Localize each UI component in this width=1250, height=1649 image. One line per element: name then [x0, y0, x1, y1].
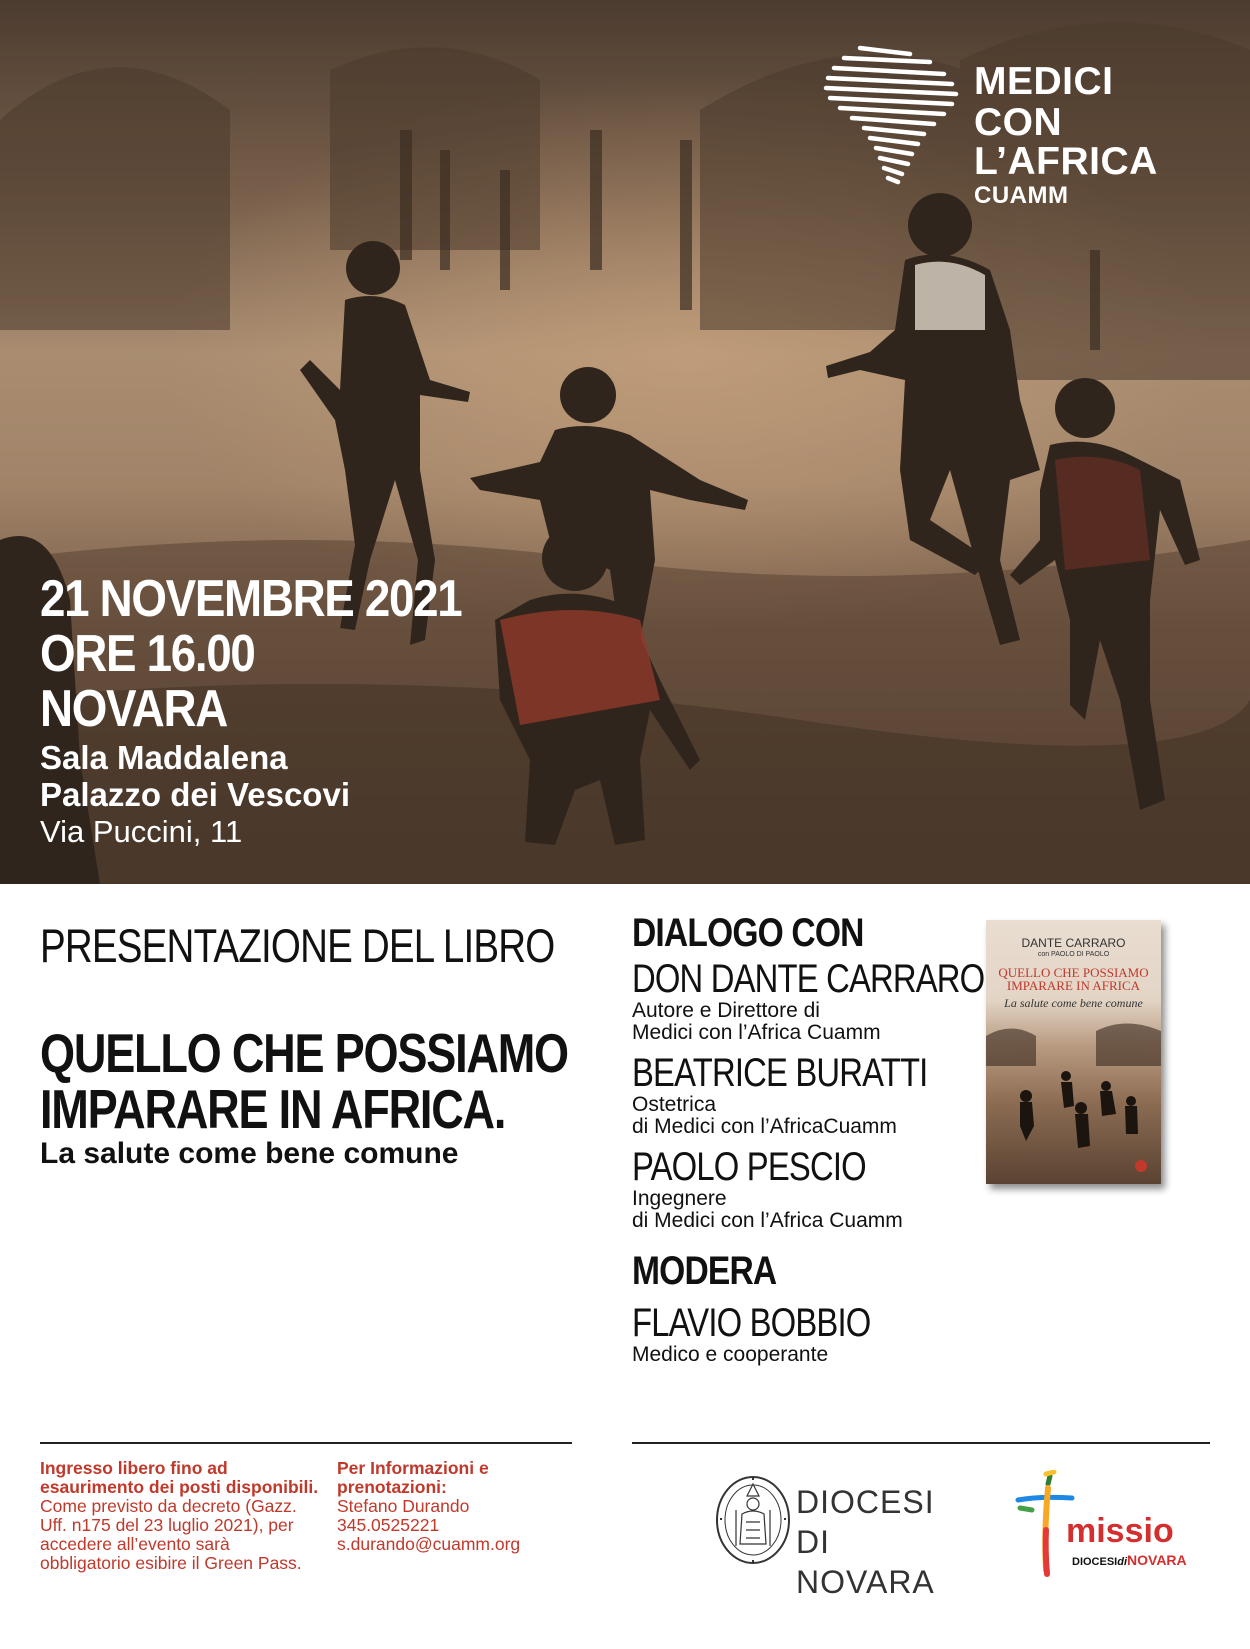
diocesi-novara-word: DI NOVARA [796, 1524, 935, 1600]
event-address: Via Puccini, 11 [40, 814, 243, 849]
footer-rule-left [40, 1442, 572, 1444]
speaker-name: DON DANTE CARRARO [632, 957, 985, 1001]
entry-note-text: Come previsto da decreto (Gazz. Uff. n175 del 23 luglio 2021), per accedere all’evento sarà obbligatorio esibire il Green Pass. [40, 1496, 302, 1573]
contact-info [337, 1459, 577, 1554]
africa-stripes-logo-icon [822, 40, 967, 190]
speaker-role: di Medici con l’Africa Cuamm [632, 1209, 903, 1232]
contact-email: s.durando@cuamm.org [337, 1534, 521, 1554]
missio-sub-a: DIOCESI [1072, 1556, 1118, 1568]
event-info [40, 572, 519, 850]
speaker-3 [632, 1146, 962, 1232]
event-city: NOVARA [40, 680, 227, 738]
moderator-section [632, 1250, 962, 1366]
speaker-name: PAOLO PESCIO [632, 1145, 866, 1189]
speaker-role: di Medici con l’AfricaCuamm [632, 1115, 897, 1138]
moderator-role: Medico e cooperante [632, 1343, 829, 1366]
logo-line-cuamm: CUAMM [974, 182, 1069, 209]
cover-title-line-2: IMPARARE IN AFRICA [1006, 978, 1141, 993]
speaker-2 [632, 1052, 962, 1138]
diocesi-seal-icon [714, 1474, 792, 1566]
footer-rule-right [632, 1442, 1210, 1444]
cuamm-logo [822, 40, 1222, 209]
cover-coauthor: con PAOLO DI PAOLO [1037, 951, 1110, 958]
modera-heading: MODERA [632, 1249, 777, 1293]
entry-note-bold: Ingresso libero fino ad esaurimento dei posti disponibili. [40, 1458, 319, 1497]
moderator [632, 1302, 962, 1366]
entry-note [40, 1459, 320, 1573]
speaker-role: Medici con l’Africa Cuamm [632, 1021, 881, 1044]
missio-wordmark: missio [1066, 1512, 1174, 1550]
missio-logo [1010, 1470, 1210, 1580]
cover-subtitle: La salute come bene comune [1004, 996, 1143, 1010]
diocesi-word: DIOCESI [796, 1484, 935, 1520]
diocesi-line-1 [796, 1482, 964, 1522]
logo-line-con-africa: CON L’AFRICA [974, 101, 1158, 183]
event-time: ORE 16.00 [40, 625, 255, 683]
cover-author: DANTE CARRARO [1021, 936, 1126, 950]
diocesi-line-2 [796, 1522, 964, 1602]
event-date: 21 NOVEMBRE 2021 [40, 570, 462, 628]
cover-photo [986, 1016, 1161, 1184]
diocesi-novara-logo [714, 1472, 964, 1600]
missio-sub-b: di [1117, 1556, 1128, 1568]
missio-subtitle [1072, 1552, 1187, 1568]
speaker-name: BEATRICE BURATTI [632, 1051, 928, 1095]
book-title-line-2: IMPARARE IN AFRICA. [40, 1078, 506, 1140]
event-venue-building: Palazzo dei Vescovi [40, 776, 350, 813]
moderator-name: FLAVIO BOBBIO [632, 1301, 871, 1345]
contact-name: Stefano Durando [337, 1496, 470, 1516]
speaker-1 [632, 957, 985, 1044]
book-title-line-1: QUELLO CHE POSSIAMO [40, 1022, 568, 1084]
cover-title-line-1: QUELLO CHE POSSIAMO [998, 965, 1149, 980]
book-title-block [40, 1022, 684, 1171]
book-cover [986, 920, 1161, 1184]
speakers-section [632, 911, 985, 1366]
book-subtitle: La salute come bene comune [40, 1137, 459, 1170]
speaker-role: Ingegnere [632, 1187, 727, 1210]
speaker-role: Ostetrica [632, 1093, 717, 1116]
contact-heading: Per Informazioni e prenotazioni: [337, 1458, 489, 1497]
cover-title [992, 966, 1155, 992]
speaker-role: Autore e Direttore di [632, 999, 820, 1022]
logo-line-medici: MEDICI [974, 60, 1114, 103]
presentation-heading: PRESENTAZIONE DEL LIBRO [40, 919, 555, 972]
missio-sub-c: NOVARA [1127, 1552, 1187, 1568]
contact-phone: 345.0525221 [337, 1515, 440, 1535]
event-venue-room: Sala Maddalena [40, 739, 288, 776]
dialogo-heading: DIALOGO CON [632, 911, 864, 955]
